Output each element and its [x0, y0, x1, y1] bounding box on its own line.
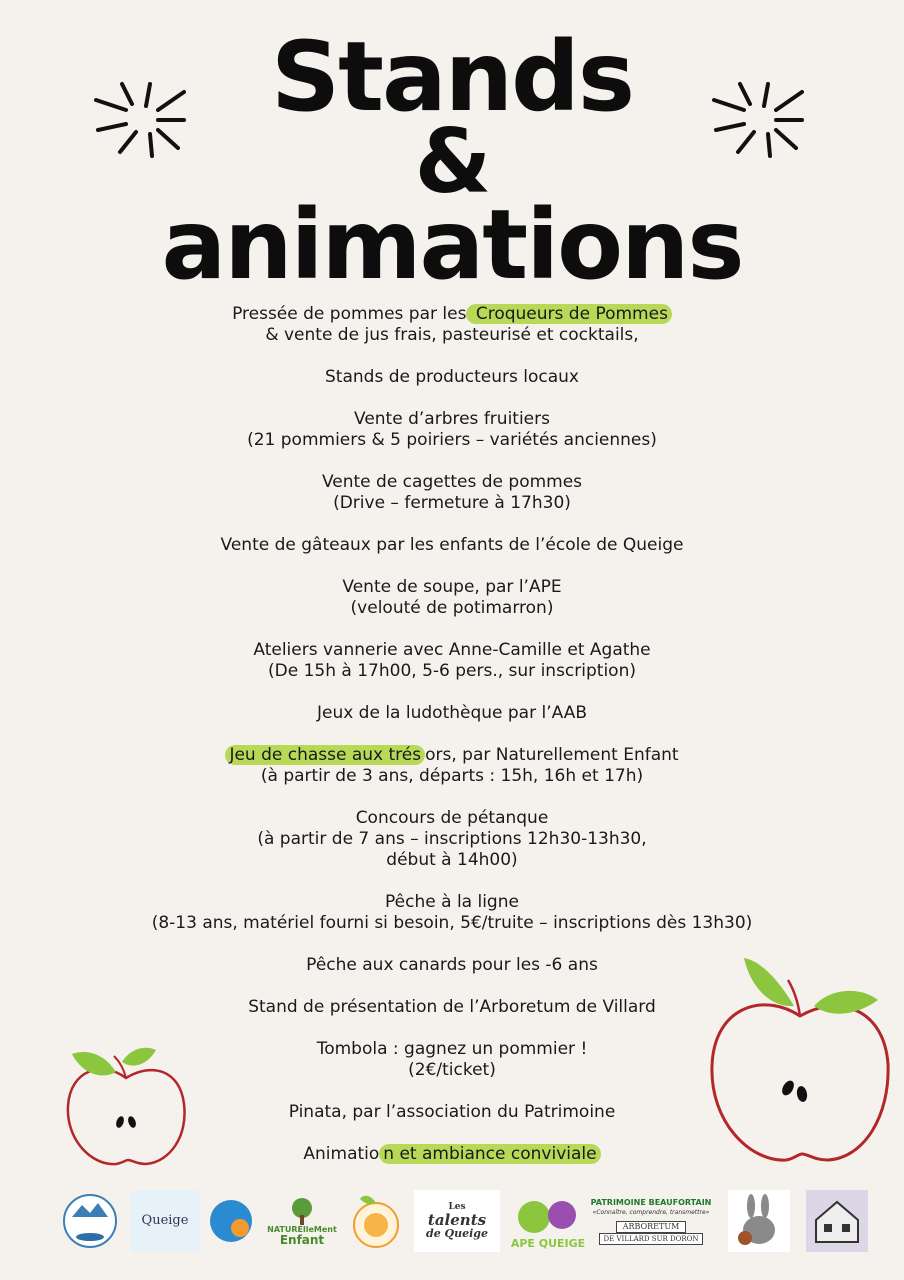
event-line: Concours de pétanque — [355, 808, 549, 828]
event-item — [0, 535, 904, 556]
event-line: Vente de cagettes de pommes — [321, 472, 583, 492]
event-line: Vente d’arbres fruitiers — [354, 409, 550, 429]
event-line: (8-13 ans, matériel fourni si besoin, 5€/truite – inscriptions dès 13h30) — [151, 913, 753, 933]
event-line: début à 14h00) — [386, 850, 518, 870]
event-item — [0, 703, 904, 724]
burst-right-icon — [710, 80, 806, 160]
event-line: (Drive – fermeture à 17h30) — [333, 493, 571, 513]
event-item — [0, 892, 904, 934]
event-text: ors, par Naturellement Enfant — [425, 745, 679, 765]
event-line: Stand de présentation de l’Arboretum de Villard — [248, 997, 656, 1017]
event-item — [0, 745, 904, 787]
event-item — [0, 472, 904, 514]
event-line: (à partir de 7 ans – inscriptions 12h30-13h30, — [257, 829, 647, 849]
logo-maison — [806, 1190, 868, 1252]
ape-queige-icon — [510, 1191, 586, 1251]
logo-ludotheque — [728, 1190, 790, 1252]
event-line: (velouté de potimarron) — [350, 598, 554, 618]
event-line — [0, 745, 904, 766]
event-item — [0, 304, 904, 346]
event-line: (De 15h à 17h00, 5-6 pers., sur inscription) — [268, 661, 636, 681]
event-item — [0, 808, 904, 871]
nature-label-1: NATURElleMent — [267, 1225, 337, 1234]
event-line: Stands de producteurs locaux — [325, 367, 579, 387]
event-line: (21 pommiers & 5 poiriers – variétés anciennes) — [247, 430, 657, 450]
burst-left-icon — [92, 80, 188, 160]
event-line: (2€/ticket) — [408, 1060, 496, 1080]
event-line: Pêche à la ligne — [385, 892, 519, 912]
house-icon — [810, 1194, 864, 1248]
event-highlight: Jeu de chasse aux trés — [225, 745, 425, 765]
talents-l2: talents — [427, 1211, 487, 1229]
apple-right-icon — [704, 956, 894, 1170]
patrimoine-l2: «Connaître, comprendre, transmettre» — [592, 1208, 710, 1216]
event-line: & vente de jus frais, pasteurisé et cocktails, — [265, 325, 639, 345]
patrimoine-l1: PATRIMOINE BEAUFORTAIN — [590, 1197, 712, 1207]
event-line: (à partir de 3 ans, départs : 15h, 16h et 17h) — [260, 766, 644, 786]
talents-l1: Les — [448, 1202, 466, 1212]
event-line: Pêche aux canards pour les -6 ans — [306, 955, 598, 975]
talents-l3: de Queige — [426, 1227, 488, 1240]
donkey-icon — [731, 1192, 787, 1250]
title-line-1: Stands — [270, 21, 633, 133]
apple-left-icon — [62, 1044, 192, 1170]
event-item — [0, 367, 904, 388]
event-text: Animatio — [303, 1144, 380, 1164]
event-line: Vente de soupe, par l’APE — [342, 577, 562, 597]
logo-ape-queige — [508, 1190, 588, 1252]
event-item — [0, 640, 904, 682]
logo-queige-loisirs — [58, 1190, 122, 1252]
nature-label-2: Enfant — [279, 1233, 325, 1247]
logo-aab — [206, 1190, 256, 1252]
aab-logo-icon — [208, 1198, 254, 1244]
event-item — [0, 409, 904, 451]
logo-patrimoine — [588, 1190, 714, 1252]
event-line: Ateliers vannerie avec Anne-Camille et Agathe — [253, 640, 651, 660]
event-line — [0, 304, 904, 325]
event-text: Pressée de pommes par les — [232, 304, 467, 324]
title-ampersand: & — [414, 110, 490, 213]
logo-queige-village — [130, 1190, 200, 1252]
event-line: Vente de gâteaux par les enfants de l’école de Queige — [220, 535, 684, 555]
tree-icon — [287, 1197, 317, 1225]
patrimoine-l4: DE VILLARD SUR DORON — [599, 1233, 704, 1245]
sponsor-logos — [58, 1190, 858, 1256]
event-line: Jeux de la ludothèque par l’AAB — [316, 703, 588, 723]
logo-naturellement-enfant — [264, 1190, 340, 1252]
title-line-2: animations — [161, 189, 743, 301]
event-line: Pinata, par l’association du Patrimoine — [288, 1102, 616, 1122]
event-highlight: n et ambiance conviviale — [379, 1144, 600, 1164]
logo-croqueurs — [346, 1190, 406, 1252]
queige-village-label: Queige — [141, 1213, 189, 1228]
event-highlight: Croqueurs de Pommes — [466, 304, 671, 324]
queige-lac-logo-icon — [60, 1191, 120, 1251]
patrimoine-l3: ARBORETUM — [616, 1221, 687, 1233]
croqueurs-apple-icon — [348, 1191, 404, 1251]
event-line: Tombola : gagnez un pommier ! — [316, 1039, 588, 1059]
logo-talents-queige — [414, 1190, 500, 1252]
event-item — [0, 577, 904, 619]
ape-label: APE QUEIGE — [510, 1237, 586, 1250]
